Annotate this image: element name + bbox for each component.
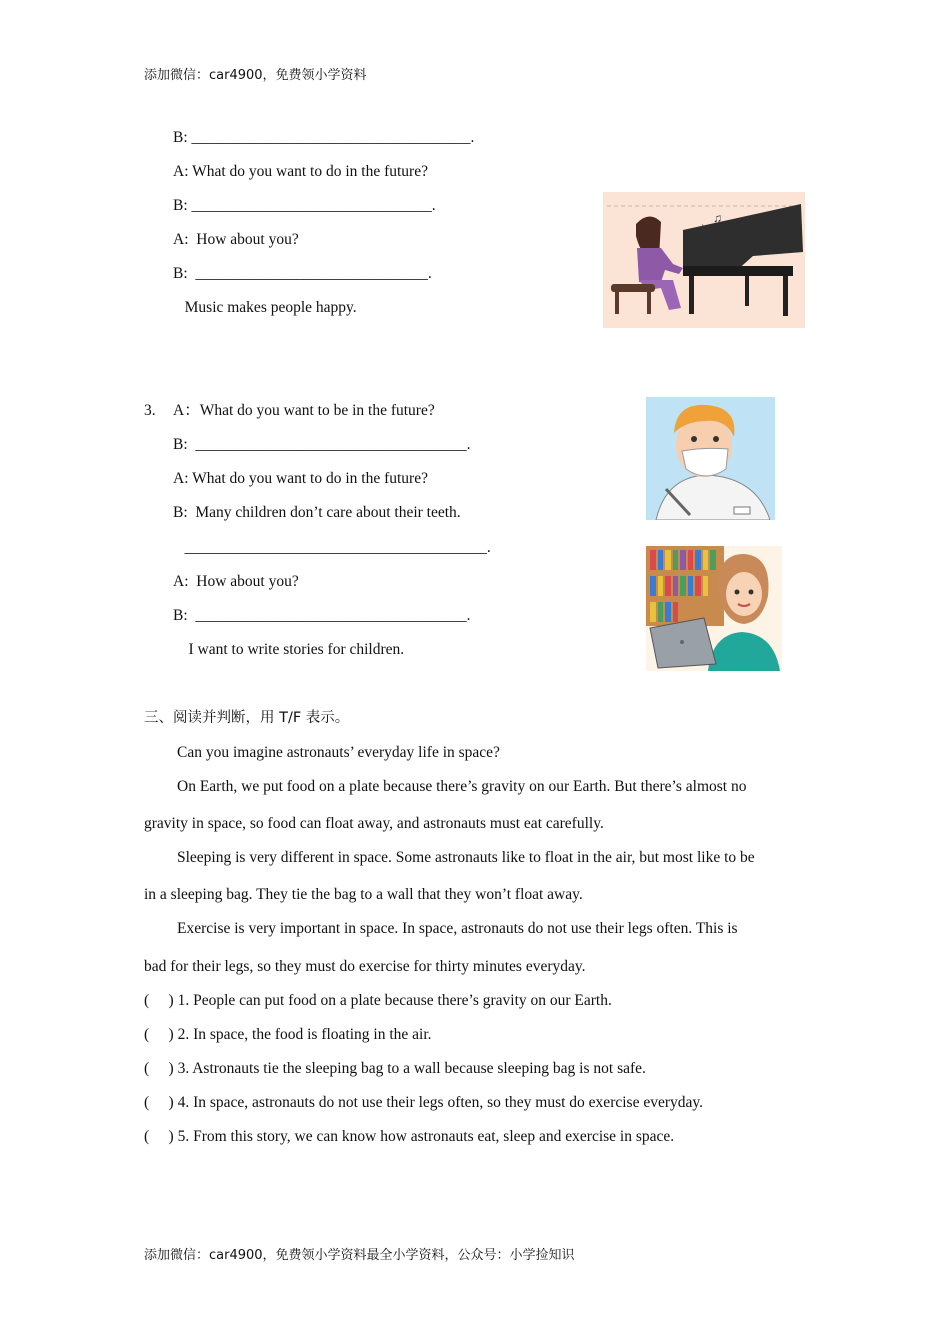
passage-line-2: On Earth, we put food on a plate because there’s gravity on our Earth. But there’s almost no bbox=[177, 778, 747, 795]
dialogue2-line-3: B: _______________________________. bbox=[173, 197, 436, 214]
passage-line-1: Can you imagine astronauts’ everyday life in space? bbox=[177, 744, 500, 761]
dialogue3-line-1: A：What do you want to be in the future? bbox=[173, 402, 435, 419]
question-3-number: 3. bbox=[144, 402, 156, 419]
svg-text:♪: ♪ bbox=[699, 221, 706, 236]
dialogue3-line-2: B: ___________________________________. bbox=[173, 436, 471, 453]
passage-line-7: bad for their legs, so they must do exercise for thirty minutes everyday. bbox=[144, 958, 586, 975]
dialogue3-line-4: B: Many children don’t care about their teeth. bbox=[173, 504, 461, 521]
passage-line-6: Exercise is very important in space. In space, astronauts do not use their legs often. This is bbox=[177, 920, 738, 937]
tf-question-5: ( ) 5. From this story, we can know how astronauts eat, sleep and exercise in space. bbox=[144, 1128, 675, 1145]
writer-image bbox=[646, 546, 782, 671]
dialogue3-line-5: _______________________________________. bbox=[173, 539, 491, 556]
piano-player-image bbox=[603, 192, 805, 328]
tf-question-3: ( ) 3. Astronauts tie the sleeping bag to a wall because sleeping bag is not safe. bbox=[144, 1060, 646, 1077]
section3-title: 三、阅读并判断，用 T/F 表示。 bbox=[144, 710, 350, 726]
dialogue3-line-6: A: How about you? bbox=[173, 573, 299, 590]
dialogue3-line-8: I want to write stories for children. bbox=[173, 641, 405, 658]
page-header: 添加微信：car4900，免费领小学资料 bbox=[144, 68, 367, 83]
tf-question-1: ( ) 1. People can put food on a plate because there’s gravity on our Earth. bbox=[144, 992, 612, 1009]
tf-question-2: ( ) 2. In space, the food is floating in the air. bbox=[144, 1026, 432, 1043]
dialogue3-line-7: B: ___________________________________. bbox=[173, 607, 471, 624]
dialogue2-line-1: B: ____________________________________. bbox=[173, 129, 475, 146]
dialogue2-line-2: A: What do you want to do in the future? bbox=[173, 163, 428, 180]
dialogue2-line-6: Music makes people happy. bbox=[173, 299, 357, 316]
dentist-image bbox=[646, 397, 775, 520]
tf-question-4: ( ) 4. In space, astronauts do not use their legs often, so they must do exercise everyday. bbox=[144, 1094, 703, 1111]
passage-line-4: Sleeping is very different in space. Some astronauts like to float in the air, but most like to be bbox=[177, 849, 755, 866]
passage-line-3: gravity in space, so food can float away, and astronauts must eat carefully. bbox=[144, 815, 604, 832]
passage-line-5: in a sleeping bag. They tie the bag to a wall that they won’t float away. bbox=[144, 886, 583, 903]
svg-text:♫: ♫ bbox=[713, 211, 722, 225]
dialogue3-line-3: A: What do you want to do in the future? bbox=[173, 470, 428, 487]
page-footer: 添加微信：car4900，免费领小学资料最全小学资料，公众号：小学捡知识 bbox=[144, 1248, 575, 1263]
dialogue2-line-4: A: How about you? bbox=[173, 231, 299, 248]
dialogue2-line-5: B: ______________________________. bbox=[173, 265, 432, 282]
